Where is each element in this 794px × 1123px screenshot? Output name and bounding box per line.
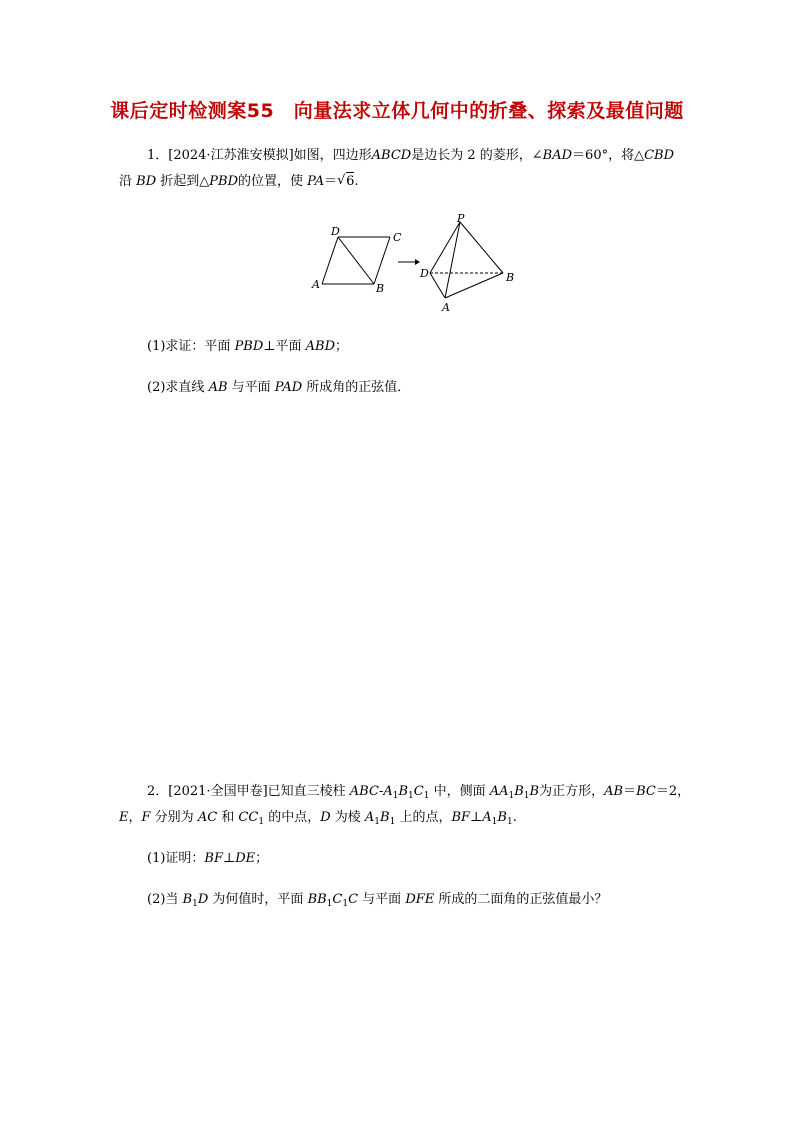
- q1-number: 1．: [147, 148, 169, 163]
- sqrt-6: [337, 172, 354, 192]
- radicand: 6: [346, 174, 355, 189]
- q1-part-1: [147, 337, 348, 357]
- q1-p2-ab: AB: [208, 380, 228, 395]
- q2-text: 中，侧面: [429, 784, 490, 799]
- q1-bad: BAD: [542, 148, 573, 163]
- subscript: 1: [342, 899, 349, 909]
- q2-line-1: [147, 782, 690, 802]
- q2-dfe: DFE: [405, 892, 435, 907]
- q2-a: A: [482, 810, 492, 825]
- q1-part-2: [147, 378, 410, 398]
- label-p2: P: [457, 212, 465, 225]
- q2-text: 和: [217, 810, 239, 825]
- q1-text: 是边长为 2 的菱形，∠: [411, 148, 543, 163]
- q2-text: ＝: [623, 784, 637, 799]
- subscript: 1: [374, 817, 381, 827]
- q2-abc: ABC: [349, 784, 379, 799]
- q2-text: ，: [128, 810, 142, 825]
- q2-cc: CC: [238, 810, 259, 825]
- label-b1: B: [376, 282, 385, 295]
- q2-p1-perp: ⊥: [223, 851, 236, 866]
- q1-text: .: [354, 174, 359, 189]
- q2-a: A: [364, 810, 375, 825]
- q1-p1-text: ⊥平面: [263, 339, 306, 354]
- q1-p1-pbd: PBD: [234, 339, 264, 354]
- q1-pa: PA: [307, 174, 325, 189]
- q2-p1-de: DE: [235, 851, 256, 866]
- subscript: 1: [423, 791, 430, 801]
- q1-text: 的位置，使: [238, 174, 308, 189]
- q2-p2-text: 所成的二面角的正弦值最小？: [434, 892, 608, 907]
- q1-p1-text: ；: [335, 339, 349, 354]
- q2-c: C: [413, 784, 424, 799]
- q1-cbd: CBD: [644, 148, 675, 163]
- q2-d: D: [197, 892, 209, 907]
- q2-p1-text: (1)证明：: [147, 851, 205, 866]
- radical-sign: √: [337, 173, 346, 188]
- q2-source: [2021·全国甲卷]: [168, 784, 268, 799]
- q2-text: .: [512, 810, 517, 825]
- q2-p2-text: (2)当: [147, 892, 183, 907]
- q1-bd: BD: [136, 174, 157, 189]
- q1-p2-pad: PAD: [274, 380, 303, 395]
- q2-perp: ⊥: [470, 810, 483, 825]
- q1-pbd: PBD: [209, 174, 238, 189]
- q2-c: C: [332, 892, 343, 907]
- label-a2: A: [442, 301, 450, 314]
- label-d2: D: [420, 267, 429, 280]
- q1-p2-text: 所成角的正弦值．: [302, 380, 411, 395]
- q2-dash: -: [378, 784, 384, 799]
- q2-ac: AC: [197, 810, 218, 825]
- q2-number: 2．: [147, 784, 169, 799]
- q2-p2-text: 与平面: [358, 892, 406, 907]
- q1-text: ＝60°，将△: [572, 148, 645, 163]
- q2-line-2: [119, 808, 517, 828]
- q2-aa: AA: [489, 784, 509, 799]
- subscript: 1: [491, 817, 498, 827]
- q1-text: 折起到△: [156, 174, 210, 189]
- q1-p1-abd: ABD: [305, 339, 336, 354]
- q2-b: B: [529, 784, 540, 799]
- subscript: 1: [389, 817, 396, 827]
- q2-a: A: [383, 784, 393, 799]
- q2-b: B: [182, 892, 193, 907]
- q1-line-1: [147, 146, 674, 166]
- q1-p2-text: (2)求直线: [147, 380, 209, 395]
- q2-b: B: [380, 810, 390, 825]
- label-b2: B: [506, 271, 515, 284]
- q2-d: D: [320, 810, 331, 825]
- q1-source: [2024·江苏淮安模拟]: [168, 148, 294, 163]
- subscript: 1: [326, 899, 333, 909]
- subscript: 1: [192, 899, 198, 909]
- q2-text: 为棱: [330, 810, 365, 825]
- q1-line-2: [119, 172, 359, 192]
- q2-part-1: [147, 849, 268, 869]
- q1-figure: [300, 210, 530, 320]
- subscript: 1: [508, 791, 515, 801]
- page-title: 课后定时检测案55 向量法求立体几何中的折叠、探索及最值问题: [110, 100, 684, 122]
- q2-c: C: [348, 892, 359, 907]
- q2-text: 的中点，: [264, 810, 321, 825]
- q1-p2-text: 与平面: [227, 380, 275, 395]
- q1-text: 如图，四边形: [293, 148, 372, 163]
- q2-bb: BB: [307, 892, 327, 907]
- q2-text: 分别为: [150, 810, 198, 825]
- q2-text: 上的点，: [395, 810, 452, 825]
- subscript: 1: [392, 791, 399, 801]
- label-a1: A: [312, 278, 320, 291]
- q1-text: ＝: [324, 174, 338, 189]
- subscript: 1: [408, 791, 414, 801]
- q2-text: 已知直三棱柱: [267, 784, 350, 799]
- q2-text: ＝2，: [655, 784, 691, 799]
- q2-b: B: [514, 784, 524, 799]
- q1-text: 沿: [119, 174, 137, 189]
- q2-b: B: [497, 810, 507, 825]
- q2-p1-text: ；: [255, 851, 269, 866]
- label-d1: D: [331, 225, 340, 238]
- subscript: 1: [506, 817, 513, 827]
- q1-p1-text: (1)求证：平面: [147, 339, 235, 354]
- q2-part-2: [147, 890, 607, 910]
- q2-text: 为正方形，: [539, 784, 605, 799]
- q2-bc: BC: [636, 784, 656, 799]
- q2-p2-text: 为何值时，平面: [208, 892, 308, 907]
- subscript: 1: [523, 791, 530, 801]
- q2-e: E: [119, 810, 129, 825]
- q2-bf: BF: [451, 810, 471, 825]
- q2-p1-bf: BF: [204, 851, 223, 866]
- q2-ab: AB: [604, 784, 624, 799]
- q2-b: B: [398, 784, 409, 799]
- q2-f: F: [141, 810, 151, 825]
- subscript: 1: [258, 817, 265, 827]
- q1-abcd: ABCD: [371, 148, 412, 163]
- label-c1: C: [393, 231, 402, 244]
